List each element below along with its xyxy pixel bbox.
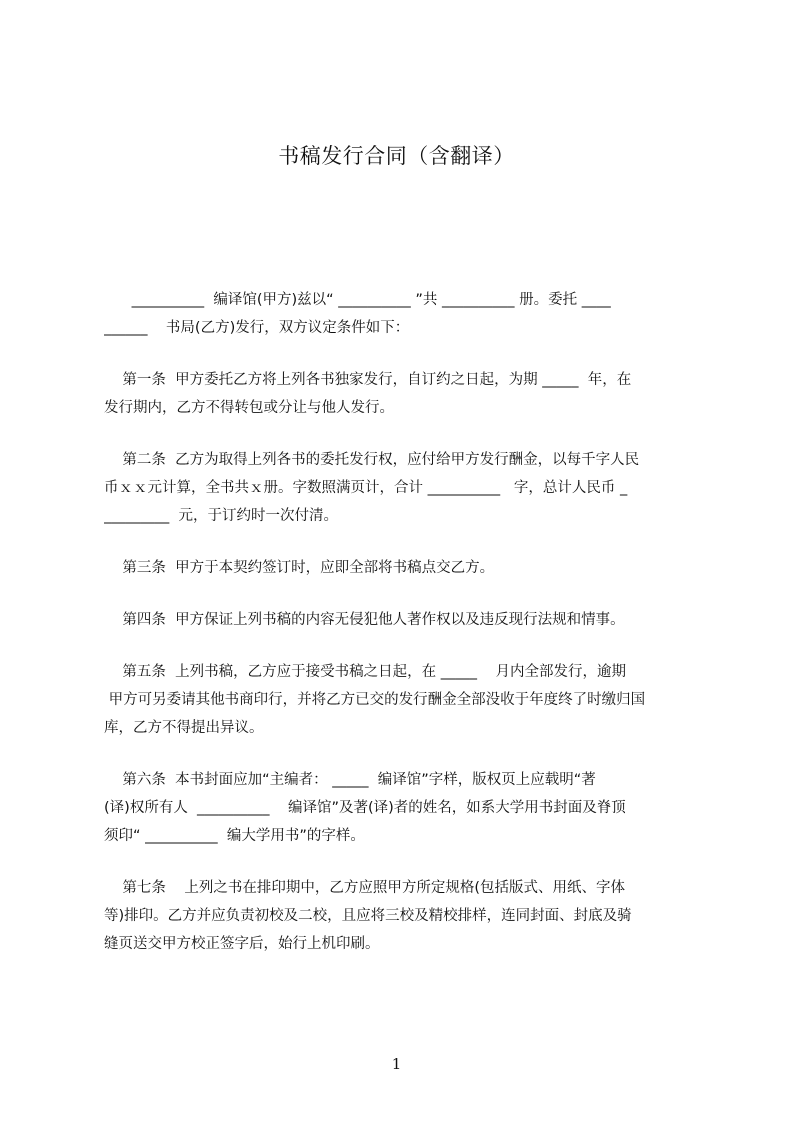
article-6-line: 须印“ __________ 编大学用书”的字样。 [104, 828, 365, 844]
preamble-line: ______ 书局(乙方)发行，双方议定条件如下： [104, 320, 410, 336]
article-1-line: 发行期内，乙方不得转包或分让与他人发行。 [104, 400, 394, 416]
article-5-line: 甲方可另委请其他书商印行，并将乙方已交的发行酬金全部没收于年度终了时缴归国 [104, 692, 646, 708]
article-5-line: 第五条 上列书稿，乙方应于接受书稿之日起，在 _____ 月内全部发行，逾期 [104, 664, 626, 680]
article-2-line: _________ 元，于订约时一次付清。 [104, 508, 338, 524]
article-6-line: (译)权所有人 __________ 编译馆”及著(译)者的姓名，如系大学用书封面及脊顶 [104, 800, 626, 816]
article-2-line: 币ｘｘ元计算，全书共ｘ册。字数照满页计，合计 __________ 字，总计人民币 _ [104, 480, 628, 496]
article-2-line: 第二条 乙方为取得上列各书的委托发行权，应付给甲方发行酬金，以每千字人民 [104, 452, 640, 468]
article-7-line: 第七条 上列之书在排印期中，乙方应照甲方所定规格(包括版式、用纸、字体 [104, 880, 626, 896]
document-title: 书稿发行合同（含翻译） [278, 144, 515, 168]
preamble-line: __________ 编译馆(甲方)兹以“ __________ ”共 __________ 册。委托 ____ [104, 292, 611, 308]
article-6-line: 第六条 本书封面应加“主编者： _____ 编译馆”字样，版权页上应载明“著 [104, 772, 596, 788]
article-7-line: 缝页送交甲方校正签字后，始行上机印刷。 [104, 936, 380, 952]
article-7-line: 等)排印。乙方并应负责初校及二校，且应将三校及精校排样，连同封面、封底及骑 [104, 908, 632, 924]
page-number: 1 [391, 1055, 402, 1073]
article-1-line: 第一条 甲方委托乙方将上列各书独家发行，自订约之日起，为期 _____ 年，在 [104, 372, 632, 388]
article-3-line: 第三条 甲方于本契约签订时，应即全部将书稿点交乙方。 [104, 560, 495, 576]
article-5-line: 库，乙方不得提出异议。 [104, 720, 264, 736]
article-4-line: 第四条 甲方保证上列书稿的内容无侵犯他人著作权以及违反现行法规和情事。 [104, 612, 625, 628]
